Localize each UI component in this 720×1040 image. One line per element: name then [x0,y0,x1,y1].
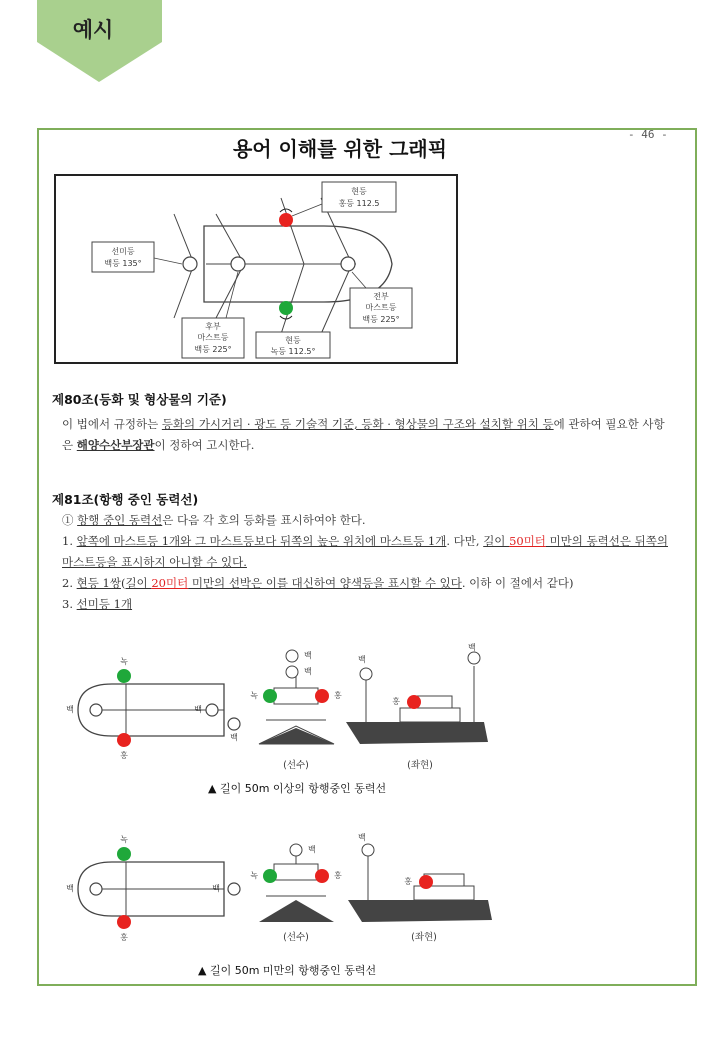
article-81-item-3 [62,573,674,594]
fig3-bow-green-light-icon [263,869,277,883]
fig2-bow-caption: (선수) [283,760,309,771]
fig3-bow-red-light-icon [315,869,329,883]
art81-l1-b: 은 다음 각 호의 등화를 표시하여야 한다. [162,513,366,527]
fig3-bow-red-label: 홍 [334,871,342,880]
fig3-red-label: 홍 [120,933,128,942]
fig2-green-label: 녹 [120,657,128,666]
fig2-rear-white-label: 백 [230,733,238,742]
port-red-light-icon [279,213,293,227]
art81-l2-c: 길이 [483,534,510,548]
side-bottom-label-2: 녹등 112.5° [270,347,316,356]
fig3-side-red-light-icon [419,875,433,889]
aft-mast-label-3: 백등 225° [194,345,232,354]
fig3-mast-white-light-icon [228,883,240,895]
fig2-side-caption: (좌현) [407,760,433,771]
side-top-label-1: 현등 [351,187,367,196]
fig3-side-white-label: 백 [358,833,366,842]
stern-white-light-icon [183,257,197,271]
fore-mast-label-3: 백등 225° [362,315,400,324]
fig3-side-caption: (좌현) [411,932,437,943]
art81-l4-a: 선미등 1개 [76,597,133,611]
article-80-heading: 제80조(등화 및 형상물의 기준) [52,392,227,407]
tag-label: 예시 [72,18,114,42]
fig3-bow-caption: (선수) [283,932,309,943]
article-81-item-4 [62,594,674,615]
fig2-bow-white-label-1: 백 [304,651,312,660]
page-number: - 46 - [628,128,668,141]
art81-l2-b: . 다만, [446,534,484,548]
art81-l3-e: 미만의 선박은 이를 대신하여 양색등을 표시할 수 있다 [188,576,462,590]
fig2-bow-mid-white-light-icon [286,666,298,678]
fig2-side-red-light-icon [407,695,421,709]
fig2-bow-red-light-icon [315,689,329,703]
fig2-bow-red-label: 홍 [334,691,342,700]
art80-text-b: 등화의 가시거리 · 광도 등 기술적 기준, 등화 · 형상물의 구조와 설치할 위치 등 [161,417,554,431]
aft-mast-white-light-icon [231,257,245,271]
ship-lights-figure-large [64,636,504,776]
side-top-label-2: 홍등 112.5 [338,199,380,208]
fig3-bow-white-label: 백 [308,845,316,854]
article-80-text [62,414,674,456]
fig3-side-red-label: 홍 [404,877,412,886]
fig2-stern-white-light-icon [90,704,102,716]
fig2-rear-mast-white-light-icon [228,718,240,730]
art81-l4-num: 3. [62,597,77,611]
fig2-mast-white-label: 백 [194,705,202,714]
fig3-stern-white-light-icon [90,883,102,895]
art81-l2-e: 미만의 동력선은 뒤쪽의 마스트등을 표시하지 아니할 수 있다. [62,534,668,569]
art80-text-d: 해양수산부장관 [76,438,155,452]
fore-mast-white-light-icon [341,257,355,271]
fig3-bow-green-label: 녹 [250,871,258,880]
ship-lights-figure-small [64,820,504,960]
art81-l1-a: 항행 중인 동력선 [77,513,163,527]
art80-text-a: 이 법에서 규정하는 [62,417,162,431]
fig2-side-white-label-1: 백 [358,655,366,664]
article-81-item-1 [62,510,674,531]
fore-mast-label-1: 전부 [373,292,389,301]
fig2-caption: ▲ 길이 50m 이상의 항행중인 동력선 [208,782,387,795]
aft-mast-label-1: 후부 [205,322,221,331]
fig2-red-light-icon [117,733,131,747]
fig3-caption: ▲ 길이 50m 미만의 항행중인 동력선 [198,964,377,977]
stern-label-1: 선미등 [111,247,135,256]
art81-l3-f: . 이하 이 절에서 같다) [461,576,574,590]
fig2-mast-white-light-icon [206,704,218,716]
fig2-bow-green-light-icon [263,689,277,703]
art80-text-c: 에 관하여 필요한 사항은 [62,417,665,452]
section-tag [37,0,162,82]
art81-l2-a: 앞쪽에 마스트등 1개와 그 마스트등보다 뒤쪽의 높은 위치에 마스트등 1개 [76,534,447,548]
fig2-svg [64,636,504,776]
light-arc-svg [56,176,456,362]
art81-l3-a: 현등 1쌍 [76,576,121,590]
fig3-red-light-icon [117,915,131,929]
fig3-stern-white-label: 백 [66,884,74,893]
fig2-bow-green-label: 녹 [250,691,258,700]
aft-mast-label-2: 마스트등 [197,333,229,342]
fig3-green-label: 녹 [120,835,128,844]
fig3-svg [64,820,504,960]
starboard-green-light-icon [279,301,293,315]
fig2-side-red-label: 홍 [392,697,400,706]
art80-text-e: 이 정하여 고시한다. [154,438,255,452]
fig2-green-light-icon [117,669,131,683]
art81-l3-c: 길이 [125,576,152,590]
fig2-side-fore-white-light-icon [360,668,372,680]
fig3-bow-white-light-icon [290,844,302,856]
fig2-red-label: 홍 [120,751,128,760]
fig3-side-white-light-icon [362,844,374,856]
art81-l3-b: ( [120,576,126,590]
art81-l2-d: 50미터 [509,534,546,548]
article-81-heading: 제81조(항행 중인 동력선) [52,492,199,507]
fig2-side-aft-white-light-icon [468,652,480,664]
fig3-mast-white-label: 백 [212,884,220,893]
page-title: 용어 이해를 위한 그래픽 [232,137,448,161]
fig3-green-light-icon [117,847,131,861]
side-bottom-label-1: 현등 [285,336,301,345]
art81-l2-num: 1. [62,534,77,548]
art81-l3-d: 20미터 [151,576,189,590]
article-81-item-2 [62,531,674,573]
fig2-stern-white-label: 백 [66,705,74,714]
light-arc-diagram [54,174,458,364]
art81-l1-num: ① [62,513,78,527]
art81-l3-num: 2. [62,576,77,590]
fore-mast-label-2: 마스트등 [365,303,397,312]
fig2-bow-white-label-2: 백 [304,667,312,676]
fig2-bow-top-white-light-icon [286,650,298,662]
stern-label-2: 백등 135° [104,259,142,268]
fig2-side-white-label-2: 백 [468,643,476,652]
